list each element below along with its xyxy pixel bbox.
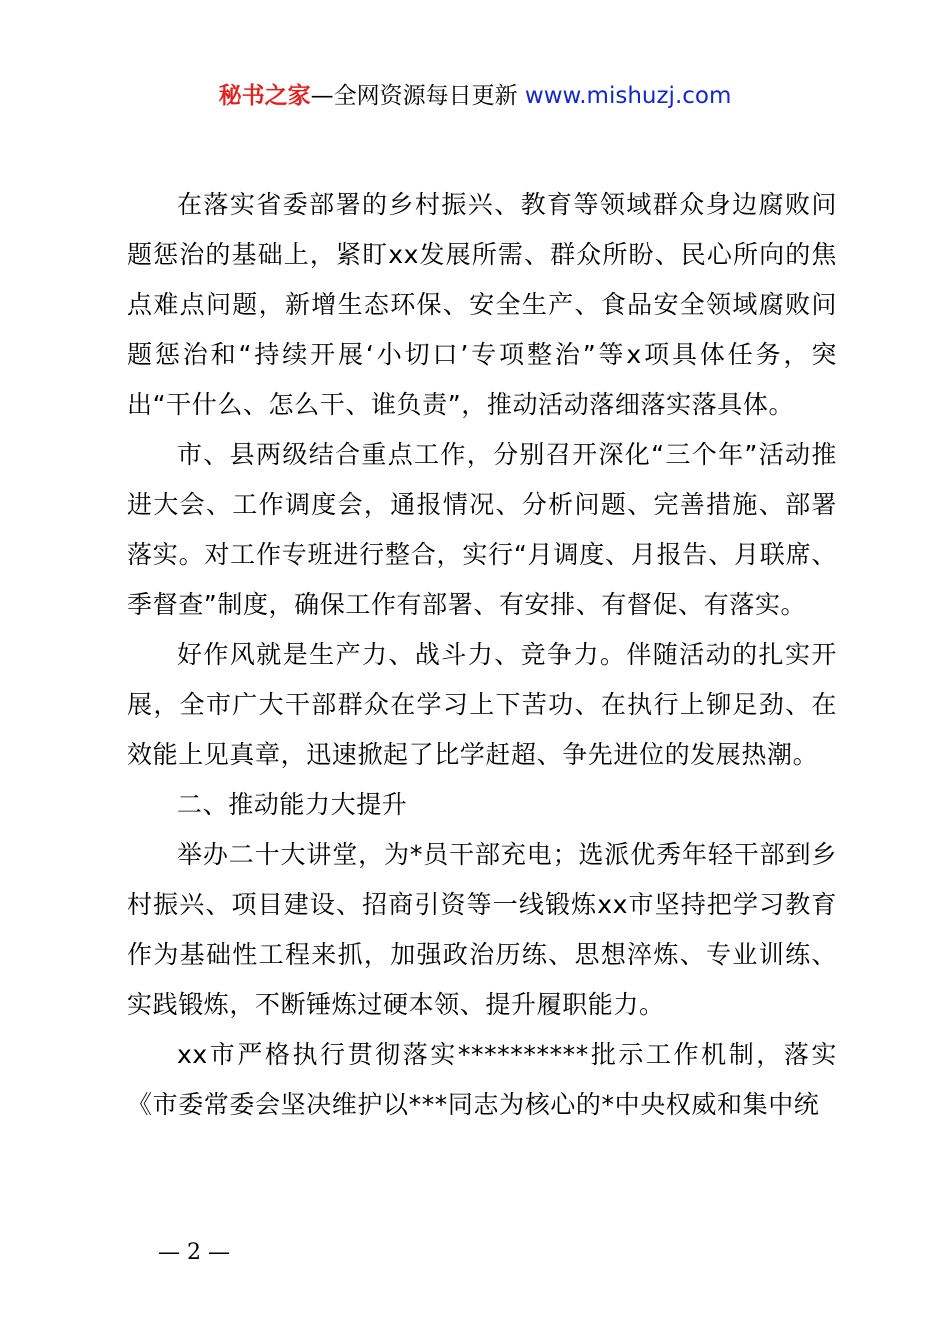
page-header xyxy=(0,80,950,112)
document-body xyxy=(127,180,837,1130)
paragraph: 好作风就是生产力、战斗力、竞争力。伴随活动的扎实开展，全市广大干部群众在学习上下苦功、在执行上铆足劲、在效能上见真章，迅速掀起了比学赶超、争先进位的发展热潮。 xyxy=(127,640,837,769)
paragraph: 在落实省委部署的乡村振兴、教育等领域群众身边腐败问题惩治的基础上，紧盯xx发展所需、群众所盼、民心所向的焦点难点问题，新增生态环保、安全生产、食品安全领域腐败问题惩治和“持续开展‘小切口’专项整治”等x项具体任务，突出“干什么、怎么干、谁负责”，推动活动落细落实落具体。 xyxy=(127,190,837,419)
page-number: — 2 — xyxy=(158,1240,230,1265)
paragraph: 举办二十大讲堂，为*员干部充电；选派优秀年轻干部到乡村振兴、项目建设、招商引资等一线锻炼xx市坚持把学习教育作为基础性工程来抓，加强政治历练、思想淬炼、专业训练、实践锻炼，不断锤炼过硬本领、提升履职能力。 xyxy=(127,840,837,1019)
paragraph: xx市严格执行贯彻落实**********批示工作机制，落实《市委常委会坚决维护以***同志为核心的*中央权威和集中统 xyxy=(127,1040,837,1119)
header-slogan: —全网资源每日更新 xyxy=(310,83,525,109)
paragraph: 市、县两级结合重点工作，分别召开深化“三个年”活动推进大会、工作调度会，通报情况、分析问题、完善措施、部署落实。对工作专班进行整合，实行“月调度、月报告、月联席、季督查”制度，确保工作有部署、有安排、有督促、有落实。 xyxy=(127,440,837,619)
header-brand: 秘书之家 xyxy=(218,83,311,109)
header-site-link[interactable]: www.mishuzj.com xyxy=(524,83,732,109)
section-heading: 二、推动能力大提升 xyxy=(177,790,408,819)
